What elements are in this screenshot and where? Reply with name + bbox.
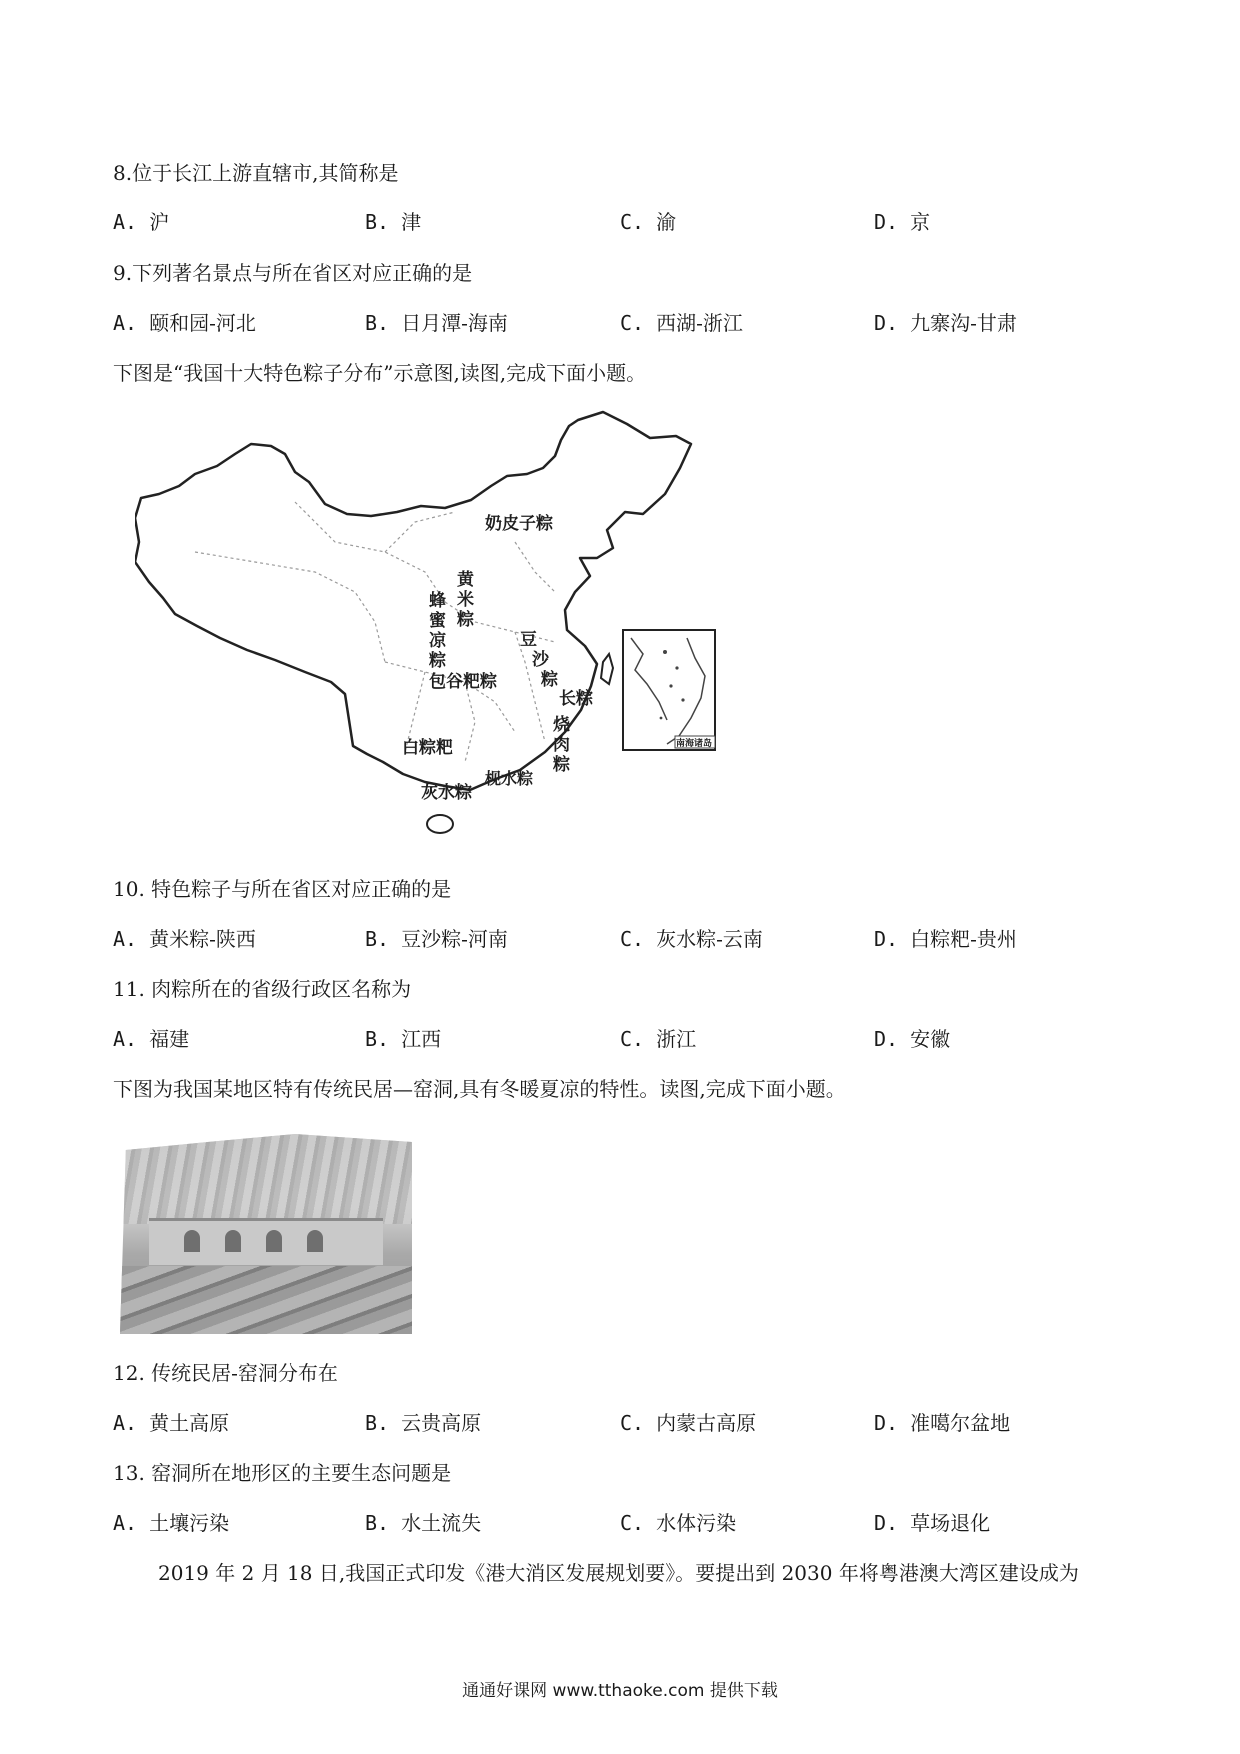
option-letter: C. [620,311,645,335]
q10-option-d[interactable] [874,926,1017,952]
label-fengmi-4: 粽 [429,651,446,671]
label-dousha-3: 粽 [541,670,558,690]
option-text: 水体污染 [656,1511,737,1535]
option-letter: A. [113,210,138,234]
option-letter: D. [874,1411,899,1435]
option-letter: C. [620,210,645,234]
option-text: 黄米粽-陕西 [149,927,256,951]
option-text: 九寨沟-甘肃 [910,311,1017,335]
south-china-sea-inset [623,630,715,750]
option-letter: D. [874,1027,899,1051]
label-dousha-1: 豆 [520,630,537,650]
option-text: 江西 [401,1027,442,1051]
q13-option-a[interactable] [113,1510,229,1536]
photo-hillside [120,1134,412,1224]
question-12-stem: 12. 传统民居-窑洞分布在 [113,1361,338,1385]
q10-option-c[interactable] [620,926,763,952]
option-text: 准噶尔盆地 [910,1411,1011,1435]
q12-option-a[interactable] [113,1410,229,1436]
option-letter: C. [620,1511,645,1535]
photo-cave-door [307,1230,323,1252]
option-text: 黄土高原 [149,1411,230,1435]
option-letter: C. [620,1027,645,1051]
label-dousha-2: 沙 [532,650,549,670]
q11-option-a[interactable] [113,1026,189,1052]
label-fengmi-3: 凉 [429,631,446,651]
option-text: 白粽粑-贵州 [910,927,1017,951]
option-text: 土壤污染 [149,1511,230,1535]
province-boundaries [195,502,555,762]
q12-option-d[interactable] [874,1410,1010,1436]
q9-option-d[interactable] [874,310,1017,336]
yaodong-photo [120,1134,412,1334]
label-huangmi-3: 粽 [457,610,474,630]
q13-option-b[interactable] [365,1510,481,1536]
option-letter: C. [620,927,645,951]
label-fengmi-2: 蜜 [429,611,446,631]
option-text: 福建 [149,1027,190,1051]
question-9-stem: 9.下列著名景点与所在省区对应正确的是 [113,261,473,285]
q9-option-a[interactable] [113,310,256,336]
page-footer: 通通好课网 www.tthaoke.com 提供下载 [462,1681,778,1701]
option-letter: B. [365,1511,390,1535]
option-text: 云贵高原 [401,1411,482,1435]
q11-option-b[interactable] [365,1026,441,1052]
map-intro-text: 下图是“我国十大特色粽子分布”示意图,读图,完成下面小题。 [113,361,647,385]
passage-text: 2019 年 2 月 18 日,我国正式印发《港大消区发展规划要》。要提出到 2030 年将粤港澳大湾区建设成为 [158,1561,1079,1585]
option-text: 安徽 [910,1027,951,1051]
label-huangmi-2: 米 [457,590,474,610]
option-letter: B. [365,1411,390,1435]
option-letter: A. [113,1511,138,1535]
photo-cave-door [225,1230,241,1252]
option-text: 渝 [656,210,677,234]
q8-option-b[interactable] [365,209,421,235]
q8-option-d[interactable] [874,209,930,235]
q10-option-a[interactable] [113,926,256,952]
label-shaorou-3: 粽 [553,755,570,775]
photo-courtyard [120,1266,412,1334]
option-text: 豆沙粽-河南 [401,927,508,951]
option-letter: D. [874,1511,899,1535]
question-13-stem: 13. 窑洞所在地形区的主要生态问题是 [113,1461,452,1485]
option-letter: A. [113,311,138,335]
photo-intro-text: 下图为我国某地区特有传统民居—窑洞,具有冬暖夏凉的特性。读图,完成下面小题。 [113,1077,846,1101]
option-text: 西湖-浙江 [656,311,743,335]
option-letter: B. [365,1027,390,1051]
q13-option-c[interactable] [620,1510,736,1536]
q10-option-b[interactable] [365,926,508,952]
q12-option-c[interactable] [620,1410,756,1436]
label-jianshui-zongzi: 枧水粽 [485,769,534,788]
option-text: 内蒙古高原 [656,1411,757,1435]
hainan-island [427,815,453,833]
q11-option-d[interactable] [874,1026,950,1052]
option-letter: D. [874,210,899,234]
question-8-stem: 8.位于长江上游直辖市,其简称是 [113,161,399,185]
q9-option-c[interactable] [620,310,743,336]
option-letter: A. [113,927,138,951]
q13-option-d[interactable] [874,1510,990,1536]
q12-option-b[interactable] [365,1410,481,1436]
taiwan-island [601,654,613,684]
option-text: 浙江 [656,1027,697,1051]
option-letter: A. [113,1027,138,1051]
label-chang-zongzi: 长粽 [559,689,593,709]
option-text: 灰水粽-云南 [656,927,763,951]
option-letter: D. [874,311,899,335]
china-map-svg [135,402,815,848]
option-text: 京 [910,210,931,234]
option-text: 沪 [149,210,170,234]
option-text: 颐和园-河北 [149,311,256,335]
option-letter: B. [365,210,390,234]
option-text: 水土流失 [401,1511,482,1535]
option-text: 日月潭-海南 [401,311,508,335]
option-letter: D. [874,927,899,951]
q8-option-c[interactable] [620,209,676,235]
label-huangmi-1: 黄 [457,570,474,590]
china-outline [135,412,691,790]
option-text: 津 [401,210,422,234]
option-text: 草场退化 [910,1511,991,1535]
label-baogu-zongzi: 包谷粑粽 [429,672,497,692]
label-huishui-zongzi: 灰水粽 [421,783,472,803]
option-letter: B. [365,927,390,951]
q9-option-b[interactable] [365,310,508,336]
question-11-stem: 11. 肉粽所在的省级行政区名称为 [113,977,412,1001]
label-fengmi-1: 蜂 [429,591,446,611]
label-shaorou-2: 肉 [553,735,570,755]
option-letter: A. [113,1411,138,1435]
label-shaorou-1: 烧 [553,715,570,735]
photo-cave-door [184,1230,200,1252]
option-letter: C. [620,1411,645,1435]
q8-option-a[interactable] [113,209,169,235]
label-naipi-zongzi: 奶皮子粽 [485,514,553,534]
option-letter: B. [365,311,390,335]
zongzi-distribution-map [135,402,815,848]
photo-cave-door [266,1230,282,1252]
q11-option-c[interactable] [620,1026,696,1052]
label-nanhai: 南海诸岛 [676,739,713,749]
question-10-stem: 10. 特色粽子与所在省区对应正确的是 [113,877,452,901]
label-baizong: 白粽粑 [402,738,453,758]
